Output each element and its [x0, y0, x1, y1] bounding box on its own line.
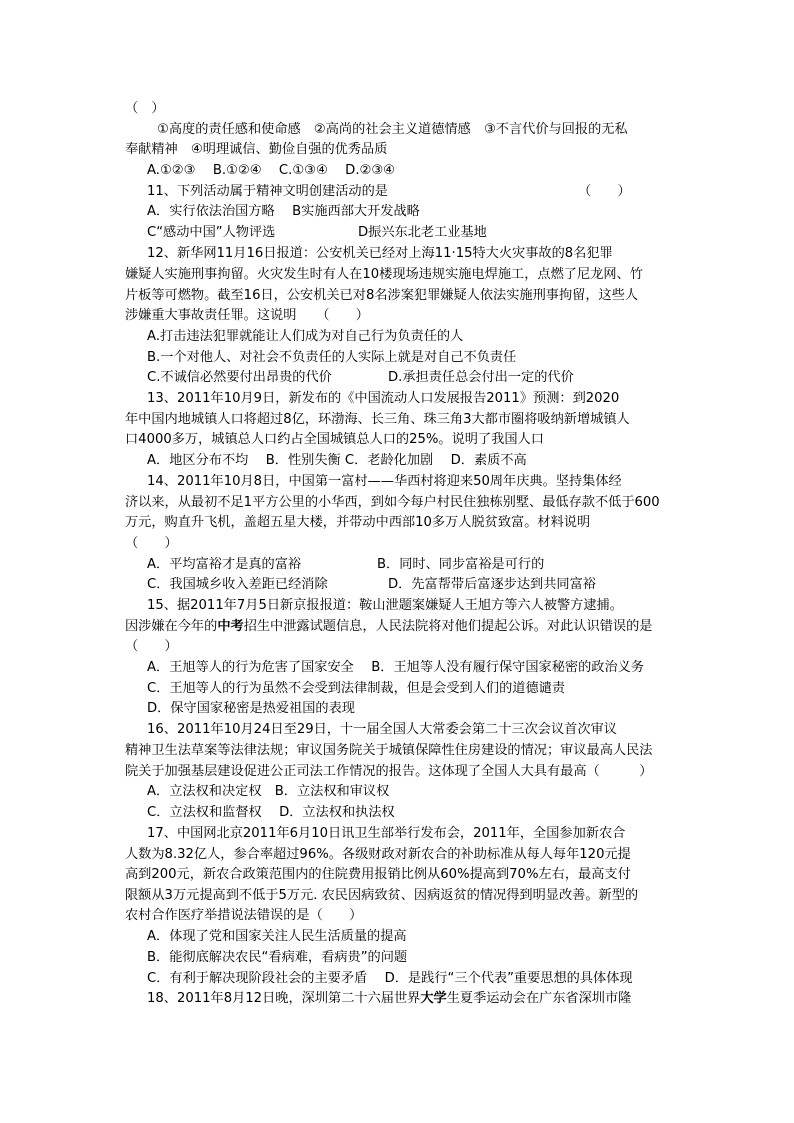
- q17-option-a: A．体现了党和国家关注人民生活质量的提高: [147, 929, 407, 944]
- q14-option-a: A．平均富裕才是真的富裕: [147, 557, 302, 572]
- q12-option-b: B.一个对他人、对社会不负责任的人实际上就是对自己不负责任: [147, 350, 517, 365]
- q16-options-ab: A．立法权和决定权 B．立法权和审议权: [147, 784, 390, 799]
- text-segment: 生夏季运动会在广东省深圳市隆: [446, 991, 632, 1006]
- text-segment: 18、2011年8月12日晚，深圳第二十六届世界: [147, 991, 421, 1006]
- question-17-cont: 农村合作医疗举措说法错误的是（ ）: [125, 908, 363, 923]
- q16-options-cd: C．立法权和监督权 D．立法权和执法权: [147, 805, 395, 820]
- question-12-cont: 涉嫌重大事故责任罪。这说明 （ ）: [125, 308, 369, 323]
- q15-option-d: D．保守国家秘密是热爱祖国的表现: [147, 701, 355, 716]
- q13-options: A．地区分布不均 B．性别失衡 C．老龄化加剧 D．素质不高: [147, 453, 527, 468]
- question-17-cont: 高到200元，新农合政策范围内的住院费用报销比例从60%提高到70%左右，最高支付: [125, 867, 631, 882]
- text-segment: 因涉嫌在今年的: [125, 619, 218, 634]
- q12-option-c: C.不诚信必然要付出昂贵的代价: [147, 370, 332, 385]
- question-12-cont: 片板等可燃物。截至16日，公安机关已对8名涉案犯罪嫌疑人依法实施刑事拘留，这些人: [125, 288, 639, 303]
- q11-option-d: D振兴东北老工业基地: [358, 225, 487, 240]
- q11-options-ab: A．实行依法治国方略 B实施西部大开发战略: [147, 204, 420, 219]
- question-13-cont: 口4000多万，城镇总人口约占全国城镇总人口的25%。说明了我国人口: [125, 432, 544, 447]
- question-13-cont: 年中国内地城镇人口将超过8亿，环渤海、长三角、珠三角3大都市圈将吸纳新增城镇人: [125, 412, 630, 427]
- question-18: [147, 989, 631, 1009]
- q17-options-cd: C．有利于解决现阶段社会的主要矛盾 D．是践行“三个代表”重要思想的具体体现: [147, 971, 633, 986]
- question-15: 15、据2011年7月5日新京报报道：鞍山泄题案嫌疑人王旭方等六人被警方逮捕。: [147, 598, 623, 613]
- q14-option-d: D．先富帮带后富逐步达到共同富裕: [388, 577, 596, 592]
- q15-options-ab: A．王旭等人的行为危害了国家安全 B．王旭等人没有履行保守国家秘密的政治义务: [147, 660, 645, 675]
- question-16-cont: 精神卫生法草案等法律法规；审议国务院关于城镇保障性住房建设的情况；审议最高人民法: [125, 743, 653, 758]
- q12-option-a: A.打击违法犯罪就能让人们成为对自己行为负责任的人: [147, 329, 464, 344]
- q17-option-b: B．能彻底解决农民“看病难，看病贵”的问题: [147, 950, 408, 965]
- q11-option-c: C“感动中国”人物评选: [147, 225, 276, 240]
- question-15-cont: [125, 617, 653, 637]
- question-14: 14、2011年10月8日，中国第一富村——华西村将迎来50周年庆典。坚持集体经: [147, 474, 622, 489]
- question-16: 16、2011年10月24日至29日，十一届全国人大常委会第二十三次会议首次审议: [147, 722, 617, 737]
- question-13: 13、2011年10月9日，新发布的《中国流动人口发展报告2011》预测：到2020: [147, 391, 620, 406]
- question-14-bracket: （ ）: [125, 536, 178, 551]
- question-14-cont: 万元，购直升飞机，盖超五星大楼，并带动中西部10多万人脱贫致富。材料说明: [125, 515, 591, 530]
- text-segment: 招生中泄露试题信息，人民法院将对他们提起公诉。对此认识错误的是: [243, 619, 653, 634]
- question-17: 17、中国网北京2011年6月10日讯卫生部举行发布会，2011年，全国参加新农合: [147, 826, 626, 841]
- q12-option-d: D.承担责任总会付出一定的代价: [388, 370, 574, 385]
- option-statements-cont: 奉献精神 ④明理诚信、勤俭自强的优秀品质: [125, 142, 388, 157]
- question-12-cont: 嫌疑人实施刑事拘留。火灾发生时有人在10楼现场违规实施电焊施工，点燃了尼龙网、竹: [125, 267, 643, 282]
- question-16-cont: 院关于加强基层建设促进公正司法工作情况的报告。这体现了全国人大具有最高（ ）: [125, 764, 653, 779]
- question-17-cont: 人数为8.32亿人，参合率超过96%。各级财政对新农合的补助标准从每人每年120元提: [125, 847, 631, 862]
- question-12: 12、新华网11月16日报道：公安机关已经对上海11·15特大火灾事故的8名犯罪: [147, 246, 613, 261]
- question-15-bracket: （ ）: [125, 639, 178, 654]
- question-14-cont: 济以来，从最初不足1平方公里的小华西，到如今每户村民住独栋别墅、最低存款不低于600: [125, 495, 660, 510]
- question-11-bracket: （ ）: [578, 184, 631, 199]
- choice-options: A.①②③ B.①②④ C.①③④ D.②③④: [147, 163, 395, 178]
- bold-keyword: 大学: [420, 991, 447, 1006]
- option-statements: ①高度的责任感和使命感 ②高尚的社会主义道德情感 ③不言代价与回报的无私: [157, 122, 628, 137]
- q14-option-b: B．同时、同步富裕是可行的: [377, 557, 545, 572]
- question-17-cont: 限额从3万元提高到不低于5万元. 农民因病致贫、因病返贫的情况得到明显改善。新型的: [125, 888, 639, 903]
- question-11: 11、下列活动属于精神文明创建活动的是: [147, 184, 388, 199]
- q15-option-c: C．王旭等人的行为虽然不会受到法律制裁，但是会受到人们的道德谴责: [147, 681, 566, 696]
- q14-option-c: C．我国城乡收入差距已经消除: [147, 577, 328, 592]
- answer-bracket: （ ）: [125, 101, 165, 116]
- bold-keyword: 中考: [217, 619, 244, 634]
